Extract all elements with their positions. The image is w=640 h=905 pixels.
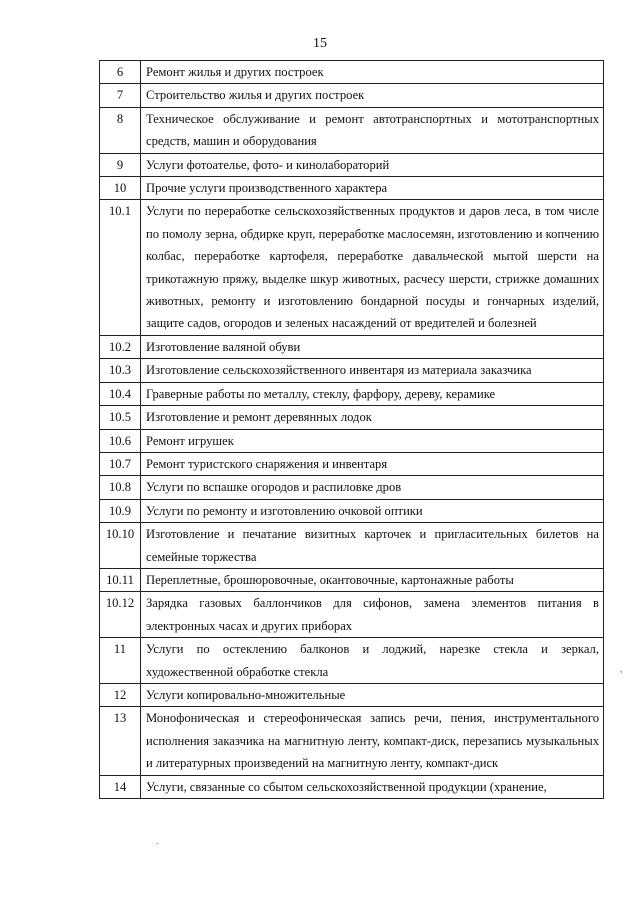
table-row: [100, 61, 604, 84]
table-row: [100, 84, 604, 107]
row-number: 10.12: [100, 592, 141, 638]
table-row: [100, 499, 604, 522]
row-description: Услуги по ремонту и изготовлению очковой оптики: [141, 499, 604, 522]
row-number: 8: [100, 107, 141, 153]
row-number: 10.4: [100, 382, 141, 405]
row-number: 10.11: [100, 568, 141, 591]
table-row: [100, 406, 604, 429]
row-number: 11: [100, 638, 141, 684]
row-number: 10.1: [100, 200, 141, 335]
table-row: [100, 476, 604, 499]
row-description: Изготовление и печатание визитных карточек и пригласительных билетов на семейные торжества: [141, 523, 604, 569]
row-description: Монофоническая и стереофоническая запись речи, пения, инструментального исполнения заказчика на магнитную ленту, компакт-диск, перезапись музыкальных и литературных произведений на магнитную ленту, компакт-диск: [141, 707, 604, 775]
table-row: [100, 683, 604, 706]
row-number: 10.9: [100, 499, 141, 522]
row-description: Изготовление сельскохозяйственного инвентаря из материала заказчика: [141, 359, 604, 382]
row-description: Строительство жилья и других построек: [141, 84, 604, 107]
services-table: [99, 60, 604, 799]
row-number: 10.3: [100, 359, 141, 382]
row-description: Ремонт жилья и других построек: [141, 61, 604, 84]
row-number: 7: [100, 84, 141, 107]
row-description: Изготовление валяной обуви: [141, 335, 604, 358]
table-row: [100, 429, 604, 452]
row-number: 14: [100, 775, 141, 798]
row-number: 10.5: [100, 406, 141, 429]
row-number: 10.8: [100, 476, 141, 499]
row-number: 10.10: [100, 523, 141, 569]
row-number: 9: [100, 153, 141, 176]
table-row: [100, 452, 604, 475]
table-row: [100, 177, 604, 200]
row-description: Услуги по вспашке огородов и распиловке дров: [141, 476, 604, 499]
row-number: 6: [100, 61, 141, 84]
table-row: [100, 335, 604, 358]
table-row: [100, 153, 604, 176]
row-description: Ремонт туристского снаряжения и инвентаря: [141, 452, 604, 475]
row-description: Ремонт игрушек: [141, 429, 604, 452]
table-row: [100, 775, 604, 798]
table-row: [100, 568, 604, 591]
row-number: 10: [100, 177, 141, 200]
table-row: [100, 707, 604, 775]
table-row: [100, 382, 604, 405]
row-description: Изготовление и ремонт деревянных лодок: [141, 406, 604, 429]
page-number: 15: [313, 36, 327, 51]
row-description: Услуги копировально-множительные: [141, 683, 604, 706]
row-description: Услуги, связанные со сбытом сельскохозяйственной продукции (хранение,: [141, 775, 604, 798]
row-number: 10.2: [100, 335, 141, 358]
row-description: Зарядка газовых баллончиков для сифонов, замена элементов питания в электронных часах и других приборах: [141, 592, 604, 638]
table-row: [100, 592, 604, 638]
table-row: [100, 200, 604, 335]
scan-speck: ,: [620, 664, 623, 675]
table-row: [100, 107, 604, 153]
row-description: Переплетные, брошюровочные, окантовочные, картонажные работы: [141, 568, 604, 591]
row-description: Техническое обслуживание и ремонт автотранспортных и мототранспортных средств, машин и оборудования: [141, 107, 604, 153]
scan-speck: .: [156, 836, 159, 847]
table-row: [100, 359, 604, 382]
row-description: Услуги по остеклению балконов и лоджий, нарезке стекла и зеркал, художественной обработке стекла: [141, 638, 604, 684]
table-row: [100, 638, 604, 684]
row-description: Услуги фотоателье, фото- и кинолабораторий: [141, 153, 604, 176]
row-number: 12: [100, 683, 141, 706]
row-number: 10.6: [100, 429, 141, 452]
table-row: [100, 523, 604, 569]
row-number: 10.7: [100, 452, 141, 475]
row-description: Граверные работы по металлу, стеклу, фарфору, дереву, керамике: [141, 382, 604, 405]
row-description: Прочие услуги производственного характера: [141, 177, 604, 200]
row-number: 13: [100, 707, 141, 775]
row-description: Услуги по переработке сельскохозяйственных продуктов и даров леса, в том числе по помолу зерна, обдирке круп, переработке маслосемян, изготовлению и копчению колбас, переработке картофеля, переработке давальческой мытой шерсти на трикотажную пряжу, выделке шкур животных, расчесу шерсти, стрижке домашних животных, ремонту и изготовлению бондарной посуды и гончарных изделий, защите садов, огородов и зеленых насаждений от вредителей и болезней: [141, 200, 604, 335]
